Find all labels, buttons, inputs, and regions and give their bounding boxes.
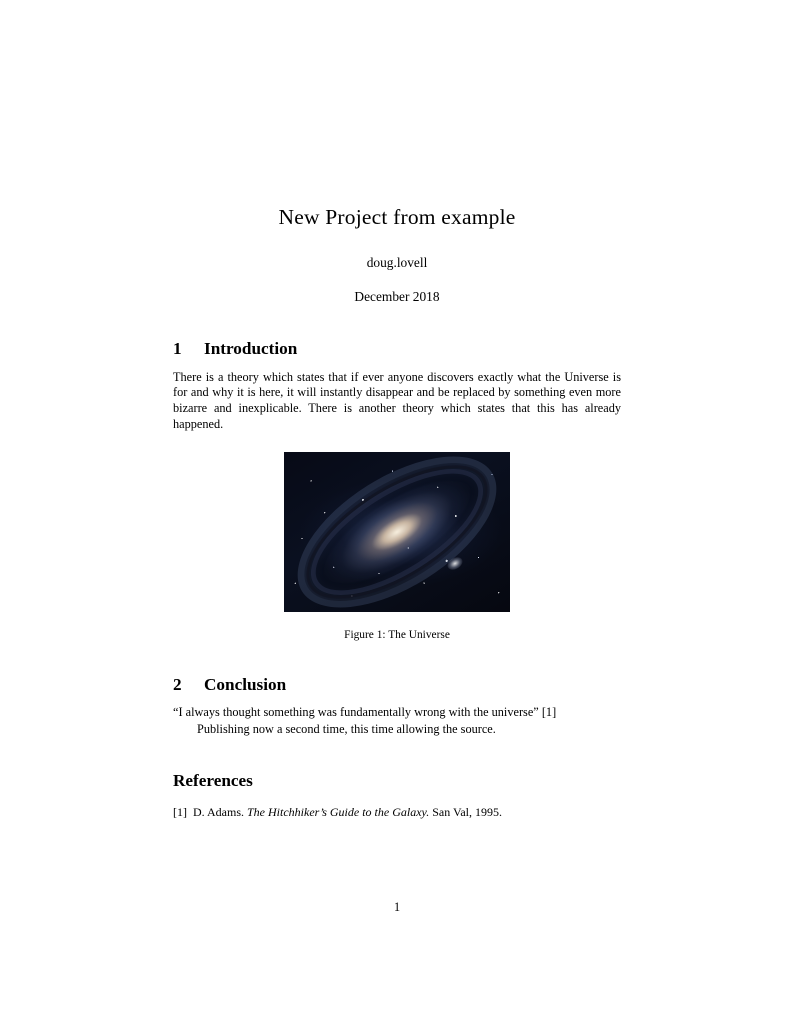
document-author: doug.lovell	[366, 254, 428, 270]
page-number: 1	[393, 900, 401, 914]
reference-item	[173, 805, 621, 820]
page-content	[173, 0, 621, 820]
section-number: 2	[173, 675, 182, 695]
reference-work-title: The Hitchhiker’s Guide to the Galaxy.	[247, 805, 430, 820]
section-title: Introduction	[204, 338, 298, 358]
section-title: Conclusion	[204, 675, 287, 695]
figure-caption: Figure 1: The Universe	[344, 629, 450, 642]
reference-author: D. Adams.	[193, 805, 244, 820]
section-heading-conclusion	[173, 675, 621, 695]
conclusion-quote-line-2: Publishing now a second time, this time allowing the source.	[197, 722, 496, 737]
galaxy-image	[284, 452, 510, 612]
reference-text	[193, 805, 502, 820]
reference-label: [1]	[173, 805, 187, 820]
section-heading-introduction	[173, 339, 621, 359]
document-date: December 2018	[354, 288, 440, 304]
section-number: 1	[173, 338, 182, 358]
references-heading: References	[173, 771, 253, 791]
figure-1	[173, 452, 621, 641]
reference-publisher: San Val, 1995.	[432, 805, 502, 820]
conclusion-quote-line-1: “I always thought something was fundamentally wrong with the universe” [1]	[173, 705, 557, 720]
page-title: New Project from example	[278, 205, 516, 229]
introduction-paragraph: There is a theory which states that if ever anyone discovers exactly what the Universe is for and why it is here, it will instantly disappear and be replaced by something even more bizarre and inexplicable. There is another theory which states that this has already happened.	[173, 369, 621, 431]
